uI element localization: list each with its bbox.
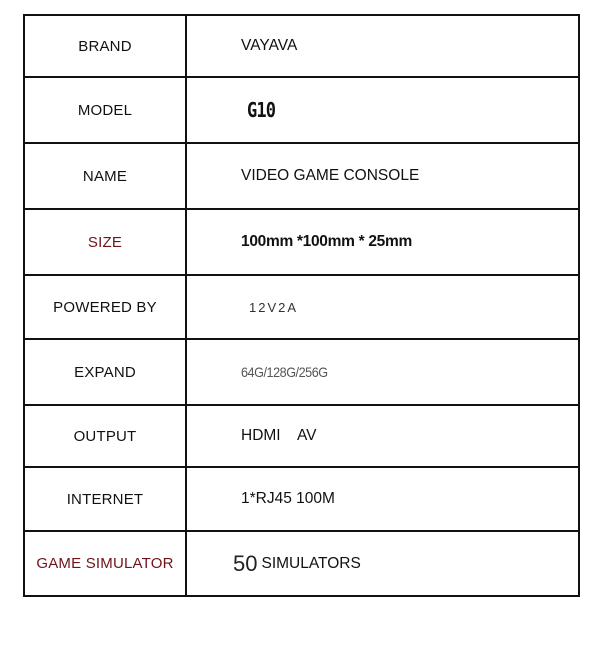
internet-label: INTERNET — [66, 490, 144, 508]
spec-row-game-simulator — [25, 532, 578, 595]
name-value: VIDEO GAME CONSOLE — [241, 167, 420, 184]
output-label: OUTPUT — [73, 427, 137, 445]
output-value: HDMI AV — [241, 427, 317, 444]
simulator-unit: SIMULATORS — [261, 554, 361, 572]
simulator-count: 50 — [233, 550, 258, 576]
spec-row-brand — [25, 16, 578, 76]
powered-by-label: POWERED BY — [53, 298, 157, 316]
spec-row-powered-by — [25, 276, 578, 338]
spec-row-internet — [25, 468, 578, 530]
brand-label: BRAND — [78, 37, 132, 55]
size-label: SIZE — [87, 233, 123, 251]
powered-by-value: 12V2A — [249, 299, 299, 315]
spec-table — [23, 14, 580, 597]
spec-row-name — [25, 144, 578, 208]
spec-row-output — [25, 406, 578, 466]
model-value: G10 — [247, 98, 276, 122]
model-label: MODEL — [77, 101, 133, 119]
spec-row-size — [25, 210, 578, 274]
expand-value: 64G/128G/256G — [241, 364, 328, 380]
name-label: NAME — [82, 167, 128, 185]
game-simulator-value — [233, 532, 361, 595]
expand-label: EXPAND — [74, 363, 136, 381]
internet-value: 1*RJ45 100M — [241, 490, 335, 507]
game-simulator-label: GAME SIMULATOR — [36, 555, 174, 572]
spec-row-model — [25, 78, 578, 142]
spec-row-expand — [25, 340, 578, 404]
brand-value: VAYAVA — [241, 37, 298, 54]
size-value: 100mm *100mm * 25mm — [241, 233, 412, 250]
